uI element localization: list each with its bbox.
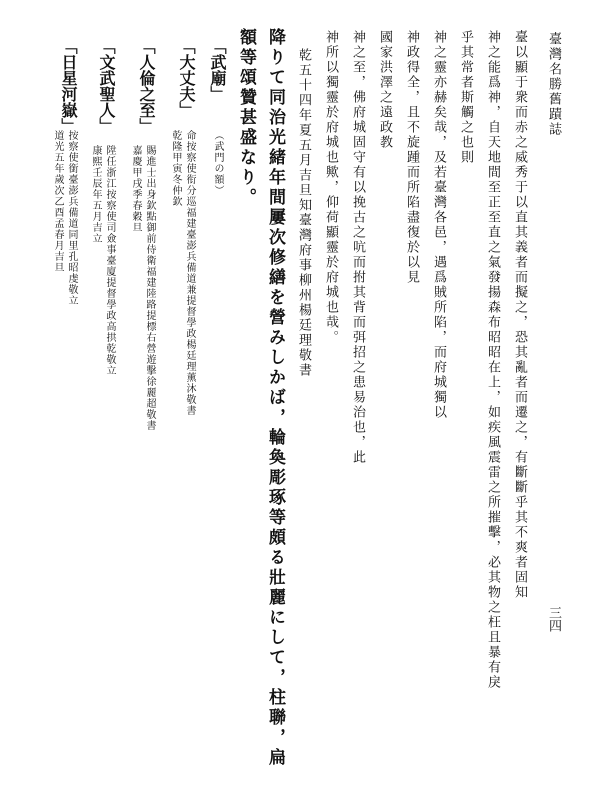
plaque-date: 道光五年歲次乙酉孟春月吉旦 bbox=[52, 130, 63, 273]
page-number: 三四 bbox=[546, 606, 561, 632]
body-column-6: 國家洪澤之遠政教 bbox=[377, 30, 392, 150]
narrative-line-1: 降りて同治光緒年間屢次修繕を營みしかば，輪奐彫琢等頗る壯麗にして，柱聯，扁 bbox=[265, 28, 285, 768]
body-column-1: 臺以顯于衆而赤之威秀于以直其義者而擬之，恐其亂者而遷之，有斷斷乎其不爽者固知 bbox=[512, 30, 527, 600]
plaque-dedicator: 賜進士出身欽點御前侍衛福建陸路提標右營遊擊徐麗超敬書 bbox=[144, 145, 155, 431]
body-column-3: 乎其常者斯觸之也則 bbox=[458, 30, 473, 165]
body-column-2: 神之能爲神，自天地間至正至直之氣發揚森布昭昭在上，如疾風震雷之所摧擊，必其物之枉且暴有戾 bbox=[485, 30, 500, 690]
plaque-title: 「人倫之至」 bbox=[137, 38, 156, 134]
plaque-date: 乾隆甲寅冬仲欽 bbox=[170, 130, 181, 207]
running-header: 臺灣名勝舊蹟誌 bbox=[546, 32, 561, 137]
body-column-7: 神之至，佛府城固守有以挽古之吭而拊其背而弭招之患易治也，此 bbox=[350, 30, 365, 465]
plaque-date: 康熙壬辰年五月吉立 bbox=[90, 145, 101, 244]
plaque-dedicator: 命按察使衔分巡福建臺澎兵備道兼提督學政楊廷理薰沐敬書 bbox=[184, 130, 195, 416]
plaque-title: 「大丈夫」 bbox=[177, 38, 196, 118]
section-note: （武門の額） bbox=[212, 130, 223, 196]
plaque-dedicator: 陞任浙江按察使司僉事臺廈提督學政高拱乾敬立 bbox=[104, 145, 115, 376]
plaque-dedicator: 按察使銜臺澎兵備道同里孔昭虔敬立 bbox=[66, 130, 77, 306]
body-column-5: 神政得全，且不旋踵而所陷盡復於以見 bbox=[404, 30, 419, 285]
plaque-date: 嘉慶甲戌季春穀旦 bbox=[130, 145, 141, 233]
narrative-line-2: 額等頌贊甚盛なり。 bbox=[236, 28, 256, 208]
body-column-4: 神之靈亦赫矣哉，及若臺灣各邑，遇爲賊所陷，而府城獨以 bbox=[431, 30, 446, 420]
signature-line: 乾五十四年夏五月吉旦知臺灣府事柳州楊廷理敬書 bbox=[296, 48, 311, 378]
plaque-title: 「日星河嶽」 bbox=[59, 38, 78, 134]
plaque-title: 「文武聖人」 bbox=[97, 38, 116, 134]
section-title: 「武廟」 bbox=[208, 38, 227, 102]
body-column-8: 神所以獨靈於府城也歟，仰荷顯靈於府城也哉。 bbox=[323, 30, 338, 345]
